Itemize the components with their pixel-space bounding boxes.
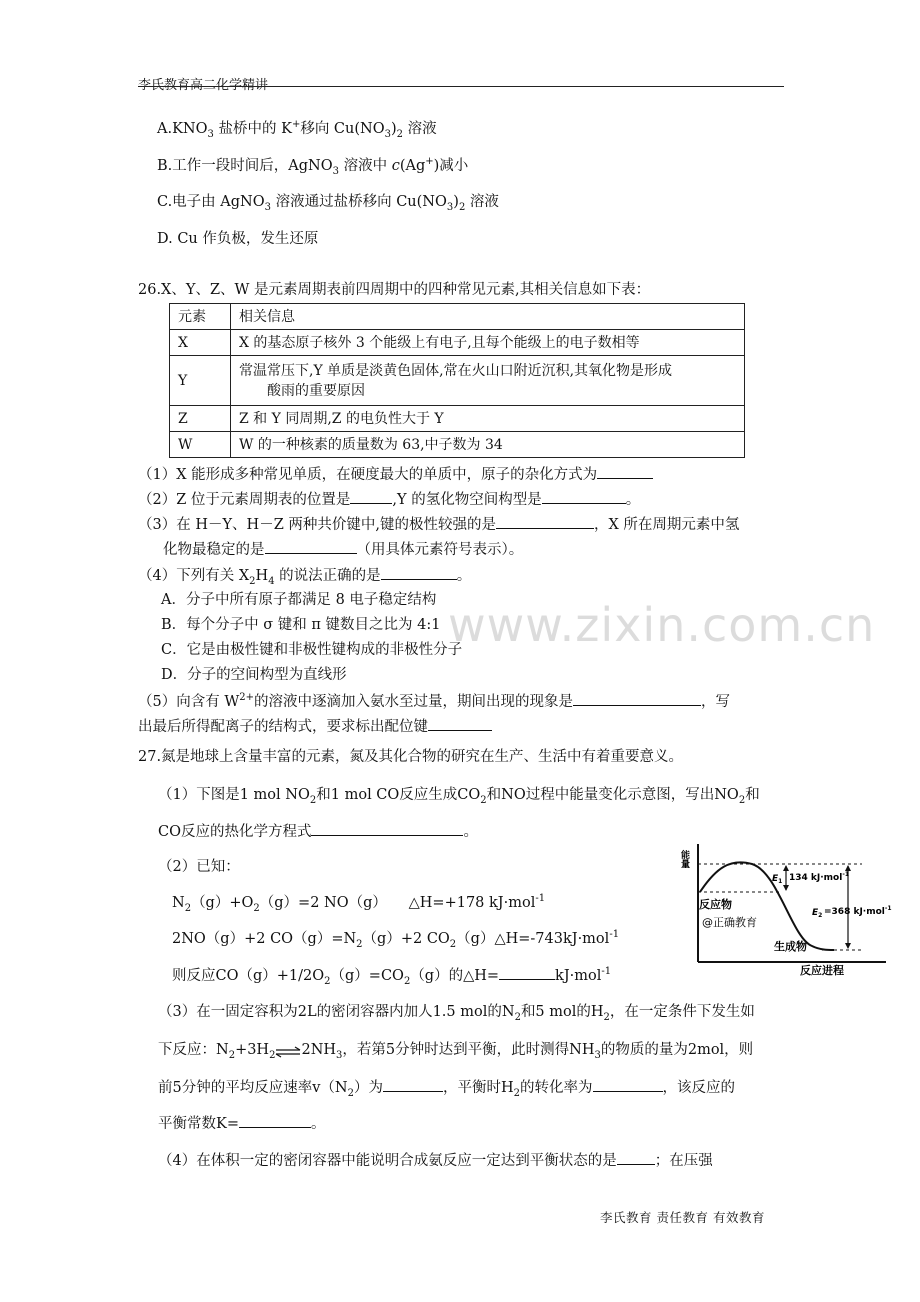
answer-blank[interactable] xyxy=(383,1077,443,1092)
q26-part5: （5）向含有 $W^{2+}$的溶液中逐滴加入氨水至过量，期间出现的现象是 ，写 xyxy=(138,692,730,710)
q27-part3-line3: 前5分钟的平均反应速率$v(N_2)$为 ，平衡时$H_2$的转化率为 ，该反应的 xyxy=(158,1077,735,1098)
answer-blank[interactable] xyxy=(597,464,653,479)
table-cell-element: X xyxy=(170,330,231,356)
reactant-label: 反应物 xyxy=(699,898,732,911)
q26-option-b: B．每个分子中 σ 键和 π 键数目之比为 4:1 xyxy=(161,617,441,633)
table-cell-element: W xyxy=(170,432,231,458)
q27-equation-1: $N_2(g)+O_2(g)=2$ NO（g） △H=+178 kJ·mol$^{-1}$ xyxy=(172,893,546,914)
answer-blank[interactable] xyxy=(239,1113,311,1128)
q26-option-d: D．分子的空间构型为直线形 xyxy=(161,667,347,683)
q27-part1: （1）下图是1 mol $NO_2$和1 mol CO反应生成$CO_2$和NO过程中能量变化示意图，写出$NO_2$和 xyxy=(158,787,760,806)
e1-value: 134 kJ·mol$^{-1}$ xyxy=(789,871,849,883)
e1-label: $E_1$ xyxy=(772,874,783,885)
answer-blank[interactable] xyxy=(350,489,392,504)
answer-blank[interactable] xyxy=(573,691,701,706)
q27-part3-line2: 下反应：$N_2+3H_2$ $2NH_3$，若第5分钟时达到平衡，此时测得$NH_3$的物质的量为2mol，则 xyxy=(158,1042,754,1061)
e2-value: =368 kJ·mol$^{-1}$ xyxy=(824,905,892,917)
table-cell-info: 常温常压下,Y 单质是淡黄色固体,常在火山口附近沉积,其氧化物是形成 酸雨的重要原因 xyxy=(231,356,745,406)
q27-part4: （4）在体积一定的密闭容器中能说明合成氨反应一定达到平衡状态的是 ；在压强 xyxy=(158,1150,713,1171)
q26-option-a: A．分子中所有原子都满足 8 电子稳定结构 xyxy=(161,592,437,608)
energy-diagram xyxy=(679,838,892,977)
answer-blank[interactable] xyxy=(593,1077,663,1092)
page-footer: 李氏教育 责任教育 有效教育 xyxy=(600,1210,765,1225)
watermark-stamp: @正确教育 xyxy=(702,916,757,929)
table-cell-element: Y xyxy=(170,356,231,406)
q26-part3-cont: 化物最稳定的是 （用具体元素符号表示）。 xyxy=(163,539,523,560)
answer-blank[interactable] xyxy=(428,716,492,731)
q26-part2: （2）Z 位于元素周期表的位置是 ,Y 的氢化物空间构型是 。 xyxy=(138,489,640,510)
answer-blank[interactable] xyxy=(311,821,463,836)
watermark: www.zixin.com.cn xyxy=(448,598,876,652)
x-axis-label: 反应进程 xyxy=(800,964,844,977)
table-cell-info: W 的一种核素的质量数为 63,中子数为 34 xyxy=(231,432,745,458)
answer-blank[interactable] xyxy=(542,489,626,504)
header-divider xyxy=(138,86,784,87)
q27-part2: （2）已知： xyxy=(158,859,240,875)
q26-part3: （3）在 H－Y、H－Z 两种共价键中,键的极性较强的是 ，X 所在周期元素中氢 xyxy=(138,514,739,535)
q27-stem: 27.氮是地球上含量丰富的元素，氮及其化合物的研究在生产、生活中有着重要意义。 xyxy=(138,749,684,765)
page-header: 李氏教育高二化学精讲 xyxy=(138,78,269,93)
table-cell-info: X 的基态原子核外 3 个能级上有电子,且每个能级上的电子数相等 xyxy=(231,330,745,356)
y-axis-label: 能量 xyxy=(679,850,689,868)
q25-option-a: $A.KNO_3$ 盐桥中的 K+移向 $Cu(NO_3)_2$ 溶液 xyxy=(157,119,437,140)
q26-stem: 26.X、Y、Z、W 是元素周期表前四周期中的四种常见元素,其相关信息如下表： xyxy=(138,282,651,298)
answer-blank[interactable] xyxy=(617,1150,655,1165)
table-cell-element: Z xyxy=(170,406,231,432)
table-header-element: 元素 xyxy=(170,304,231,330)
q25-option-c: C.电子由 AgNO$_3$ 溶液通过盐桥移向 $Cu(NO_3)_2$ 溶液 xyxy=(157,194,499,213)
answer-blank[interactable] xyxy=(265,539,357,554)
q26-option-c: C．它是由极性键和非极性键构成的非极性分子 xyxy=(161,642,463,658)
answer-blank[interactable] xyxy=(381,565,457,580)
q27-part3-line4: 平衡常数K= 。 xyxy=(158,1113,325,1134)
equilibrium-arrow-icon xyxy=(275,1044,301,1056)
q27-part1-cont: CO反应的热化学方程式 。 xyxy=(158,821,478,842)
q25-option-b: B.工作一段时间后，AgNO$_3$ 溶液中 c(Ag+)减小 xyxy=(157,156,469,177)
table-cell-info: Z 和 Y 同周期,Z 的电负性大于 Y xyxy=(231,406,745,432)
q27-equation-3: 则反应$CO(g)+1/2O_2(g)=CO_2(g)$的△H= kJ·mol$^{-1}$ xyxy=(172,966,612,987)
q25-option-d: D. Cu 作负极，发生还原 xyxy=(157,231,319,247)
element-info-table xyxy=(169,303,745,458)
e2-label: $E_2$ xyxy=(812,908,823,919)
q26-part4: （4）下列有关 $X_2H_4$ 的说法正确的是 。 xyxy=(138,565,471,586)
table-header-info: 相关信息 xyxy=(231,304,745,330)
q27-equation-2: 2NO（g）+2 $CO(g)=N_2(g)+2$ $CO_2(g)\triangle H=-743kJ\cdot mol^{-1}$ xyxy=(172,929,620,950)
q26-part1: （1）X 能形成多种常见单质，在硬度最大的单质中，原子的杂化方式为 xyxy=(138,464,653,485)
product-label: 生成物 xyxy=(774,940,807,953)
q27-part3: （3）在一固定容积为2L的密闭容器内加人1.5 mol的$N_2$和5 mol的$H_2$，在一定条件下发生如 xyxy=(158,1004,755,1023)
q26-part5-cont: 出最后所得配离子的结构式，要求标出配位键 xyxy=(138,716,492,737)
answer-blank[interactable] xyxy=(499,965,555,980)
answer-blank[interactable] xyxy=(496,514,594,529)
